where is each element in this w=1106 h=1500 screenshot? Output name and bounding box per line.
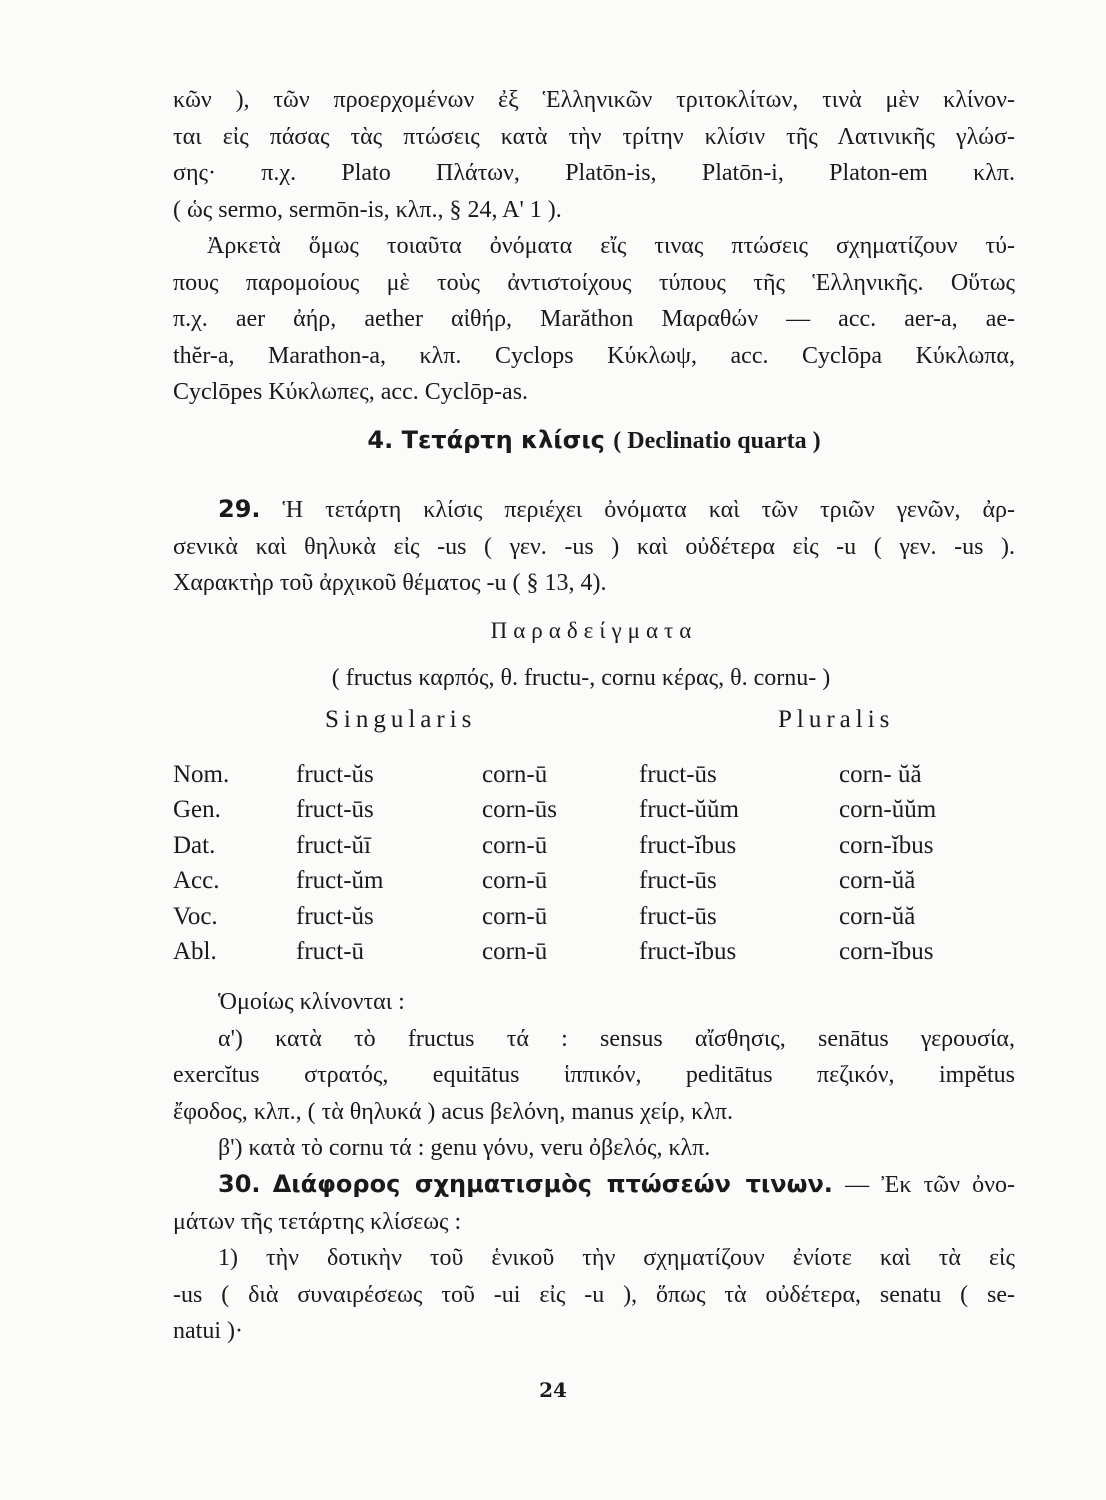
similarly-b: β') κατὰ τὸ cornu τά : genu γόνυ, veru ὀβελός, κλπ.	[218, 1135, 711, 1161]
fructus-singular: fruct-ŭī	[296, 831, 371, 859]
paradigms-caption: ( fructus καρπός, θ. fructu-, cornu κέρας, θ. cornu- )	[331, 665, 831, 691]
case-label: Nom.	[173, 760, 230, 788]
cornu-singular: corn-ū	[482, 831, 548, 859]
cornu-plural: corn-ŭă	[839, 867, 916, 895]
case-label: Dat.	[173, 831, 216, 859]
table-row	[173, 828, 969, 864]
fructus-singular: fruct-ŭs	[296, 760, 374, 788]
table-row	[173, 864, 969, 900]
paragraph-30	[173, 1166, 1015, 1350]
second-paragraph	[173, 228, 1015, 411]
text-line: Χαρακτὴρ τοῦ ἀρχικοῦ θέματος -u ( § 13, 4).	[173, 570, 607, 596]
paradigms-title: Παραδείγματα	[490, 618, 698, 643]
text-line: natui )·	[173, 1318, 243, 1344]
plural-label: Pluralis	[778, 706, 895, 733]
cornu-plural: corn- ŭă	[839, 760, 922, 788]
case-label: Voc.	[173, 902, 218, 930]
fructus-plural: fruct-ĭbus	[639, 831, 737, 859]
text-line: -us ( διὰ συναιρέσεως τοῦ -ui εἰς -u ), ὅπως τὰ οὐδέτερα, senatu ( se-	[173, 1281, 1015, 1308]
fructus-singular: fruct-ūs	[296, 796, 374, 824]
similarly-section	[173, 984, 1015, 1167]
table-row	[173, 757, 969, 793]
paragraph-30-title: Διάφορος σχηματισμὸς πτώσεών τινων.	[272, 1170, 833, 1198]
text-line: Ἀρκετὰ ὅμως τοιαῦτα ὀνόματα εἴς τινας πτώσεις σχηματίζουν τύ-	[207, 233, 1015, 259]
cornu-singular: corn-ūs	[482, 796, 557, 824]
declension-table	[173, 757, 969, 970]
text-line: exercĭtus στρατός, equitātus ἱππικόν, peditātus πεζικόν, impĕtus	[173, 1062, 1015, 1088]
paragraph-30-rest: — Ἐκ τῶν ὀνο-	[845, 1172, 1015, 1198]
cornu-plural: corn-ĭbus	[839, 831, 934, 859]
fructus-singular: fruct-ŭs	[296, 902, 374, 930]
case-label: Gen.	[173, 796, 221, 824]
text-line: ται εἰς πάσας τὰς πτώσεις κατὰ τὴν τρίτην κλίσιν τῆς Λατινικῆς γλώσ-	[173, 123, 1015, 150]
fructus-plural: fruct-ūs	[639, 760, 717, 788]
intro-paragraph	[173, 82, 1015, 228]
similarly-heading: Ὁμοίως κλίνονται :	[218, 989, 405, 1015]
paragraph-29	[173, 491, 1015, 602]
table-row	[173, 899, 969, 935]
page-number: 24	[539, 1378, 567, 1402]
cornu-singular: corn-ū	[482, 760, 548, 788]
similarly-a	[173, 1021, 1015, 1131]
section-heading	[173, 426, 1015, 455]
case-label: Acc.	[173, 867, 220, 895]
paragraph-number: 29.	[218, 495, 261, 523]
text-line: ἔφοδος, κλπ., ( τὰ θηλυκά ) acus βελόνη, manus χείρ, κλπ.	[173, 1098, 734, 1125]
paragraph-number: 30.	[218, 1170, 261, 1198]
table-row	[173, 935, 969, 971]
fructus-plural: fruct-ŭŭm	[639, 796, 739, 824]
cornu-singular: corn-ū	[482, 938, 548, 966]
paragraph-29-line: Ἡ τετάρτη κλίσις περιέχει ὀνόματα καὶ τῶν τριῶν γενῶν, ἀρ-	[282, 497, 1015, 523]
text-line: ( ὡς sermo, sermōn-is, κλπ., § 24, Α' 1 ).	[173, 196, 562, 223]
cornu-plural: corn-ŭŭm	[839, 796, 937, 824]
fructus-plural: fruct-ūs	[639, 902, 717, 930]
table-row	[173, 793, 969, 829]
text-line: κῶν ), τῶν προερχομένων ἐξ Ἑλληνικῶν τριτοκλίτων, τινὰ μὲν κλίνον-	[173, 87, 1015, 113]
cornu-singular: corn-ū	[482, 902, 548, 930]
cornu-plural: corn-ĭbus	[839, 938, 934, 966]
fructus-singular: fruct-ū	[296, 938, 365, 966]
text-line: α') κατὰ τὸ fructus τά : sensus αἴσθησις, senātus γερουσία,	[218, 1025, 1015, 1052]
case-label: Abl.	[173, 938, 217, 966]
text-line: σης· π.χ. Plato Πλάτων, Platōn-is, Platōn-i, Platon-em κλπ.	[173, 160, 1015, 186]
text-line: Cyclōpes Κύκλωπες, acc. Cyclōp-as.	[173, 379, 529, 405]
text-line: μάτων τῆς τετάρτης κλίσεως :	[173, 1208, 462, 1235]
cornu-singular: corn-ū	[482, 867, 548, 895]
text-line: 1) τὴν δοτικὴν τοῦ ἑνικοῦ τὴν σχηματίζουν ἐνίοτε καὶ τὰ εἰς	[218, 1245, 1015, 1271]
fructus-plural: fruct-ūs	[639, 867, 717, 895]
text-line	[173, 1166, 1015, 1204]
text-line	[173, 491, 1015, 529]
cornu-plural: corn-ŭă	[839, 902, 916, 930]
text-line: π.χ. aer ἀήρ, aether αἰθήρ, Marăthon Μαραθών — acc. aer-a, ae-	[173, 306, 1015, 332]
section-heading-latin: ( Declinatio quarta )	[613, 428, 821, 454]
text-line: σενικὰ καὶ θηλυκὰ εἰς -us ( γεν. -us ) καὶ οὐδέτερα εἰς -u ( γεν. -us ).	[173, 533, 1015, 560]
singular-label: Singularis	[325, 706, 477, 733]
section-heading-greek: 4. Τετάρτη κλίσις	[367, 426, 605, 454]
fructus-singular: fruct-ŭm	[296, 867, 384, 895]
fructus-plural: fruct-ĭbus	[639, 938, 737, 966]
text-line: πους παρομοίους μὲ τοὺς ἀντιστοίχους τύπους τῆς Ἑλληνικῆς. Οὕτως	[173, 269, 1015, 296]
text-line: thĕr-a, Marathon-a, κλπ. Cyclops Κύκλωψ, acc. Cyclōpa Κύκλωπα,	[173, 342, 1015, 369]
